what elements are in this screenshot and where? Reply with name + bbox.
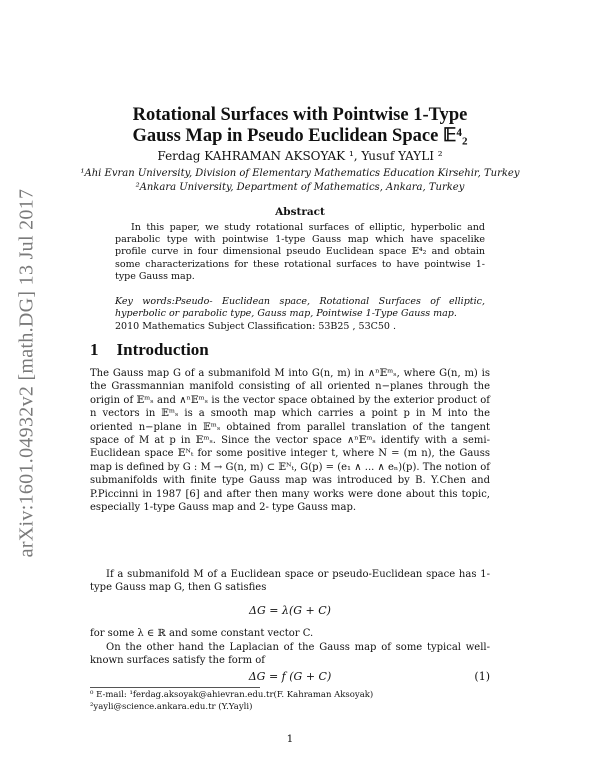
intro-paragraph-2 [90, 568, 490, 595]
footnote-1: ⁰ E-mail: ¹ferdag.aksoyak@ahievran.edu.tr(F. Kahraman Aksoyak) [90, 690, 374, 700]
arxiv-stamp-text: arXiv:1601.04932v2 [math.DG] 13 Jul 2017 [15, 188, 38, 558]
abstract-text [115, 222, 485, 283]
paragraph-text: On the other hand the Laplacian of the Gauss map of some typical well-known surfaces satisfy the form of [90, 642, 490, 667]
intro-paragraph-4 [90, 641, 490, 668]
authors: Ferdag KAHRAMAN AKSOYAK ¹, Yusuf YAYLI ² [157, 149, 443, 163]
msc-classification [115, 321, 485, 333]
intro-paragraph-1 [90, 367, 490, 514]
section-number: 1 [90, 340, 99, 359]
paragraph-text: for some λ ∈ ℝ and some constant vector C. [90, 628, 314, 639]
abstract-paragraph: In this paper, we study rotational surfaces of elliptic, hyperbolic and parabolic type with pointwise 1-type Gauss map which have spacelike profile curve in four dimensional pseudo Euclidean space 𝔼⁴₂ and obtain some characterizations for these rotational surfaces to have pointwise 1-type Gauss map. [115, 222, 485, 282]
page-number: 1 [286, 733, 294, 745]
affiliation-2: ²Ankara University, Department of Mathematics, Ankara, Turkey [135, 182, 465, 193]
equation-2-text: ΔG = f (G + C) [248, 670, 332, 683]
msc-text: 2010 Mathematics Subject Classification: 53B25 , 53C50 . [115, 321, 397, 332]
footnote-2: ²yayli@science.ankara.edu.tr (Y.Yayli) [90, 702, 253, 712]
section-title: Introduction [116, 340, 209, 359]
paragraph-text: If a submanifold M of a Euclidean space or pseudo-Euclidean space has 1-type Gauss map G, then G satisfies [90, 569, 490, 594]
paper-title-line-2: Gauss Map in Pseudo Euclidean Space 𝔼⁴₂ [132, 126, 468, 146]
paragraph-text: The Gauss map G of a submanifold M into G(n, m) in ∧ⁿ𝔼ᵐₛ, where G(n, m) is the Grassmannian manifold consisting of all oriented n−planes through the origin of 𝔼ᵐₛ and ∧ⁿ𝔼ᵐₛ is the vector space obtained by the exterior product of n vectors in 𝔼ᵐₛ is a smooth map which carries a point p in M into the oriented n−plane in 𝔼ᵐₛ obtained from parallel translation of the tangent space of M at p in 𝔼ᵐₛ. Since the vector space ∧ⁿ𝔼ᵐₛ identify with a semi-Euclidean space 𝔼ᴺₜ for some positive integer t, where N = (m n), the Gauss map is defined by G : M → G(n, m) ⊂ 𝔼ᴺₜ, G(p) = (e₁ ∧ ... ∧ eₙ)(p). The notion of submanifolds with finite type Gauss map was introduced by B. Y.Chen and P.Piccinni in 1987 [6] and after then many works were done about this topic, especially 1-type Gauss map and 2- type Gauss map. [90, 368, 490, 514]
equation-2 [90, 670, 490, 683]
equation-1: ΔG = λ(G + C) [249, 604, 331, 617]
arxiv-stamp [12, 178, 42, 568]
footnote-rule [90, 687, 260, 688]
affiliation-1: ¹Ahi Evran University, Division of Elementary Mathematics Education Kirsehir, Turkey [80, 168, 520, 179]
abstract-heading: Abstract [275, 206, 325, 218]
paper-title-line-1: Rotational Surfaces with Pointwise 1-Type [132, 105, 468, 125]
section-heading [90, 340, 209, 360]
keywords: Key words:Pseudo- Euclidean space, Rotational Surfaces of elliptic, hyperbolic or parabolic type, Gauss map, Pointwise 1-Type Gauss map. [115, 296, 485, 320]
intro-paragraph-3 [90, 627, 490, 640]
equation-2-number: (1) [474, 670, 490, 683]
